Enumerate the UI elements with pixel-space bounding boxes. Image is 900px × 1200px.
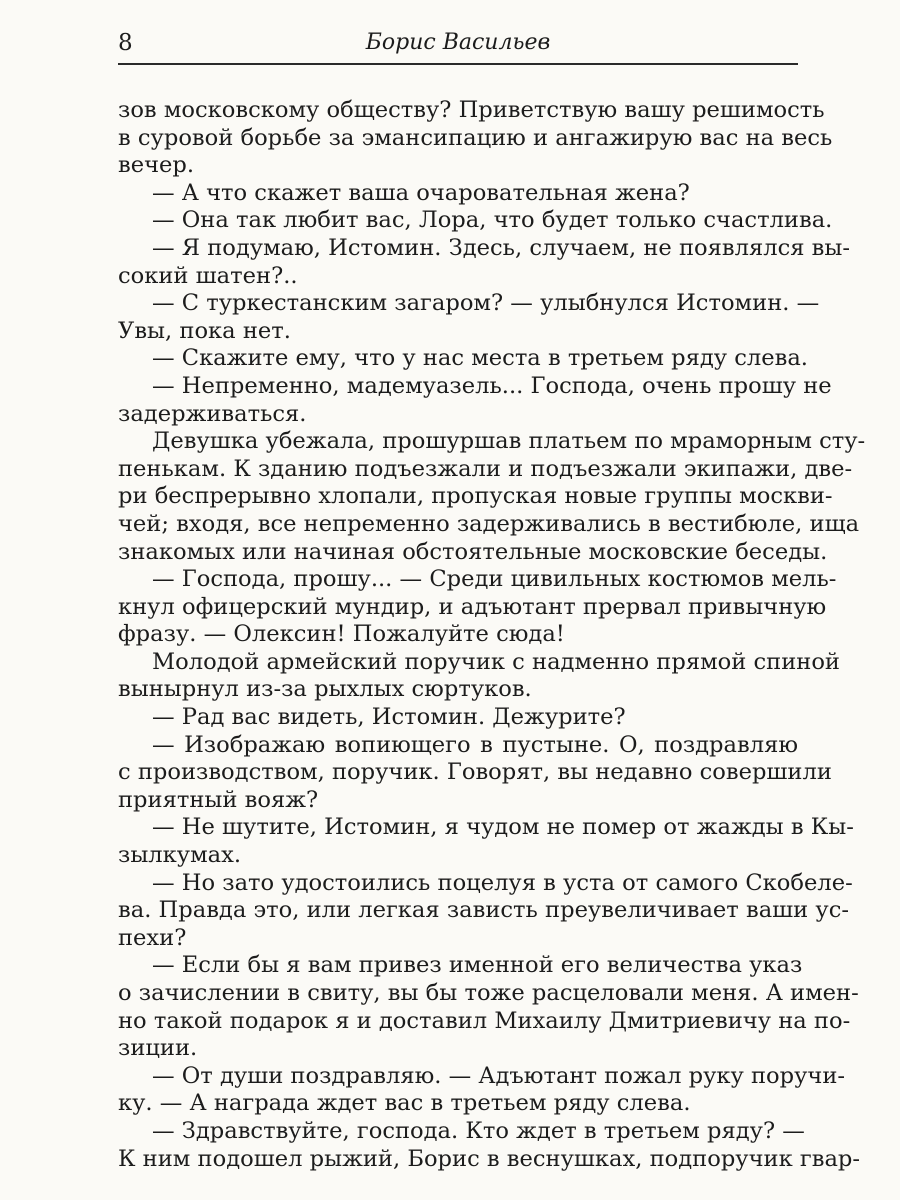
text-line: зылкумах. <box>118 842 242 869</box>
text-line: чей; входя, все непременно задерживались в вестибюле, ища <box>118 510 860 537</box>
text-line: — Изображаю вопиющего в пустыне. О, поздравляю <box>152 731 798 758</box>
text-line: с производством, поручик. Говорят, вы недавно совершили <box>118 759 832 786</box>
text-line: знакомых или начиная обстоятельные московские беседы. <box>118 538 828 565</box>
text-line: приятный вояж? <box>118 786 319 813</box>
text-line: — А что скажет ваша очаровательная жена? <box>152 179 690 206</box>
text-line: — Здравствуйте, господа. Кто ждет в третьем ряду? — <box>152 1117 805 1144</box>
text-line: — Скажите ему, что у нас места в третьем ряду слева. <box>152 345 808 372</box>
text-line: пенькам. К зданию подъезжали и подъезжали экипажи, две- <box>118 455 853 482</box>
text-line: — От души поздравляю. — Адъютант пожал руку поручи- <box>152 1062 846 1089</box>
text-line: ку. — А награда ждет вас в третьем ряду слева. <box>118 1090 691 1117</box>
text-line: о зачислении в свиту, вы бы тоже расцеловали меня. А имен- <box>118 980 859 1006</box>
text-line: Увы, пока нет. <box>118 317 291 344</box>
text-line: зов московскому обществу? Приветствую вашу решимость <box>118 97 825 123</box>
text-line: кнул офицерский мундир, и адъютант прервал привычную <box>118 593 827 620</box>
text-line: — Я подумаю, Истомин. Здесь, случаем, не появлялся вы- <box>152 234 850 261</box>
text-line: пехи? <box>118 924 187 951</box>
header-rule <box>118 63 798 65</box>
text-line: Молодой армейский поручик с надменно прямой спиной <box>152 648 840 675</box>
text-line: — Но зато удостоились поцелуя в уста от самого Скобеле- <box>152 869 853 896</box>
text-line: вынырнул из-за рыхлых сюртуков. <box>118 676 532 703</box>
running-head-author: Борис Васильев <box>365 30 551 55</box>
text-line: — Если бы я вам привез именной его величества указ <box>152 952 803 979</box>
text-line: — С туркестанским загаром? — улыбнулся Истомин. — <box>152 290 820 317</box>
text-line: ва. Правда это, или легкая зависть преувеличивает ваши ус- <box>118 897 849 924</box>
page-number: 8 <box>118 30 133 56</box>
text-line: — Господа, прошу... — Среди цивильных костюмов мель- <box>152 566 837 593</box>
text-line: — Непременно, мадемуазель... Господа, очень прошу не <box>152 372 832 399</box>
text-line: задерживаться. <box>118 400 307 427</box>
text-line: Девушка убежала, прошуршав платьем по мраморным сту- <box>152 428 866 455</box>
text-line: фразу. — Олексин! Пожалуйте сюда! <box>118 621 565 648</box>
body-text <box>118 97 866 1173</box>
text-line: зиции. <box>118 1035 198 1062</box>
text-line: — Рад вас видеть, Истомин. Дежурите? <box>152 704 626 731</box>
text-line: сокий шатен?.. <box>118 262 298 289</box>
text-line: — Не шутите, Истомин, я чудом не помер от жажды в Кы- <box>152 814 854 841</box>
text-line: ри беспрерывно хлопали, пропуская новые группы москви- <box>118 483 833 510</box>
text-line: вечер. <box>118 152 195 179</box>
text-line: — Она так любит вас, Лора, что будет только счастлива. <box>152 207 833 234</box>
page-header <box>118 28 798 58</box>
text-line: К ним подошел рыжий, Борис в веснушках, подпоручик гвар- <box>118 1145 861 1172</box>
text-line: но такой подарок я и доставил Михаилу Дмитриевичу на по- <box>118 1007 851 1034</box>
text-line: в суровой борьбе за эмансипацию и ангажирую вас на весь <box>118 124 833 151</box>
